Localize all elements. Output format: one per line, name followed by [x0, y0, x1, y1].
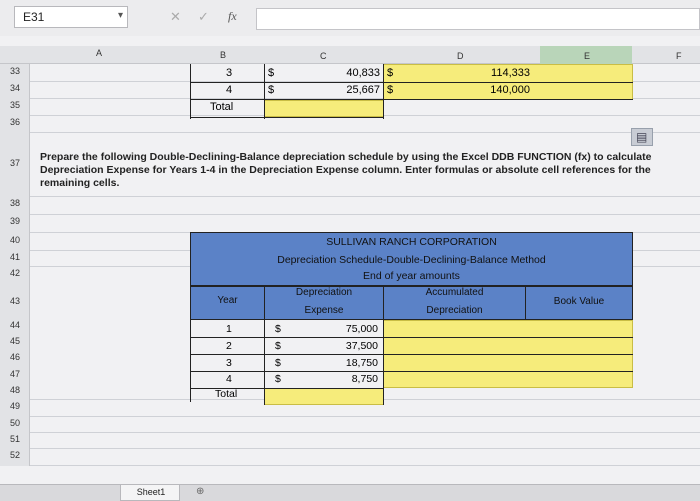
top-currency-cell[interactable]: $ [268, 84, 275, 96]
name-box[interactable] [14, 6, 128, 28]
schedule-currency-cell[interactable]: $ [275, 357, 281, 369]
schedule-title[interactable]: Depreciation Schedule-Double-Declining-Balance Method [277, 254, 546, 266]
schedule-expense-cell[interactable]: 8,750 [351, 373, 378, 385]
col-header-a[interactable]: A [96, 48, 103, 58]
schedule-subtitle[interactable]: End of year amounts [363, 270, 460, 282]
border-line [190, 99, 633, 100]
top-accum-cell[interactable]: 140,000 [490, 84, 530, 96]
schedule-currency-cell[interactable]: $ [275, 373, 281, 385]
sheet-tab[interactable] [120, 485, 180, 501]
border-line [190, 64, 191, 119]
row-number[interactable]: 37 [9, 158, 20, 168]
row-number[interactable]: 51 [9, 434, 20, 444]
col-header-d[interactable]: D [457, 51, 464, 61]
schedule-expense-cell[interactable]: 37,500 [345, 340, 378, 352]
schedule-header-accum-2: Depreciation [426, 305, 483, 316]
schedule-header-expense-1: Depreciation [295, 287, 353, 298]
col-header-e[interactable]: E [584, 51, 591, 61]
schedule-header-year: Year [217, 295, 238, 306]
row-number[interactable]: 45 [9, 336, 20, 346]
border-line [190, 337, 633, 338]
schedule-total-cell[interactable] [264, 388, 384, 405]
sheet-tab-label: Sheet1 [136, 487, 166, 497]
instructions-text[interactable]: Prepare the following Double-Declining-Balance depreciation schedule by using the Excel DDB FUNCTION (fx) to calculate Depreciation Expense for Years 1-4 in the Depreciation Expense column. Enter formulas or absolute cell references for the remaining cells. [40, 151, 652, 189]
grid-line [30, 448, 700, 449]
schedule-total-label[interactable]: Total [215, 388, 238, 400]
row-number[interactable]: 43 [9, 296, 20, 306]
row-number[interactable]: 38 [9, 198, 20, 208]
chevron-down-icon[interactable]: ▾ [117, 10, 123, 21]
row-number[interactable]: 35 [9, 100, 20, 110]
grid-line [30, 432, 700, 433]
row-number[interactable]: 42 [9, 268, 20, 278]
grid-line [30, 132, 700, 133]
schedule-year-cell[interactable]: 1 [226, 323, 232, 335]
row-number[interactable]: 48 [9, 385, 20, 395]
row-number[interactable]: 46 [9, 352, 20, 362]
paste-options-icon[interactable] [631, 128, 653, 146]
border-line [383, 64, 384, 119]
name-box-value: E31 [23, 10, 45, 24]
col-header-c[interactable]: C [320, 51, 327, 61]
sheet-tab-bar [0, 484, 700, 501]
border-line [383, 320, 384, 405]
row-number[interactable]: 40 [9, 235, 20, 245]
grid-line [30, 416, 700, 417]
grid-line [30, 196, 700, 197]
clipboard-icon: ▤ [636, 130, 648, 144]
schedule-year-cell[interactable]: 4 [226, 373, 232, 385]
col-header-f[interactable]: F [676, 51, 682, 61]
top-currency-cell[interactable]: $ [387, 84, 394, 96]
schedule-currency-cell[interactable]: $ [275, 323, 281, 335]
border-line [264, 64, 265, 119]
formula-input[interactable] [256, 8, 700, 30]
top-accum-cell[interactable]: 114,333 [491, 67, 530, 79]
schedule-currency-cell[interactable]: $ [275, 340, 281, 352]
top-currency-cell[interactable]: $ [387, 67, 394, 79]
row-number[interactable]: 44 [9, 320, 20, 330]
schedule-year-cell[interactable]: 3 [226, 357, 232, 369]
schedule-expense-cell[interactable]: 18,750 [345, 357, 378, 369]
top-table-total-cell[interactable] [264, 100, 384, 117]
check-icon[interactable]: ✓ [198, 9, 209, 24]
border-line [190, 117, 384, 118]
row-number[interactable]: 49 [9, 401, 20, 411]
row-number[interactable]: 39 [9, 216, 20, 226]
schedule-year-cell[interactable]: 2 [226, 340, 232, 352]
row-number[interactable]: 33 [9, 66, 20, 76]
schedule-header-expense-2: Expense [304, 305, 344, 316]
row-number[interactable]: 47 [9, 369, 20, 379]
schedule-header-book: Book Value [553, 296, 605, 307]
schedule-company[interactable]: SULLIVAN RANCH CORPORATION [326, 236, 497, 248]
fx-icon[interactable]: fx [228, 9, 237, 23]
x-icon[interactable]: ✕ [170, 9, 181, 24]
border-line [264, 320, 265, 405]
grid-line [30, 214, 700, 215]
border-line [190, 320, 191, 402]
add-sheet-icon[interactable]: ⊕ [196, 486, 205, 497]
row-number[interactable]: 41 [9, 252, 20, 262]
border-line [190, 82, 633, 83]
top-expense-cell[interactable]: 25,667 [346, 84, 380, 96]
col-header-b[interactable]: B [220, 50, 227, 60]
row-number[interactable]: 52 [9, 450, 20, 460]
schedule-expense-cell[interactable]: 75,000 [345, 323, 378, 335]
grid-line [30, 465, 700, 466]
top-year-cell[interactable]: 4 [226, 84, 233, 96]
top-expense-cell[interactable]: 40,833 [346, 67, 380, 79]
schedule-header-accum-1: Accumulated [425, 287, 484, 298]
top-year-cell[interactable]: 3 [226, 67, 233, 79]
row-number[interactable]: 36 [9, 117, 20, 127]
top-currency-cell[interactable]: $ [268, 67, 275, 79]
border-line [190, 354, 633, 355]
border-line [190, 371, 633, 372]
top-total-label[interactable]: Total [210, 101, 234, 113]
row-number[interactable]: 50 [9, 418, 20, 428]
row-number[interactable]: 34 [9, 83, 20, 93]
